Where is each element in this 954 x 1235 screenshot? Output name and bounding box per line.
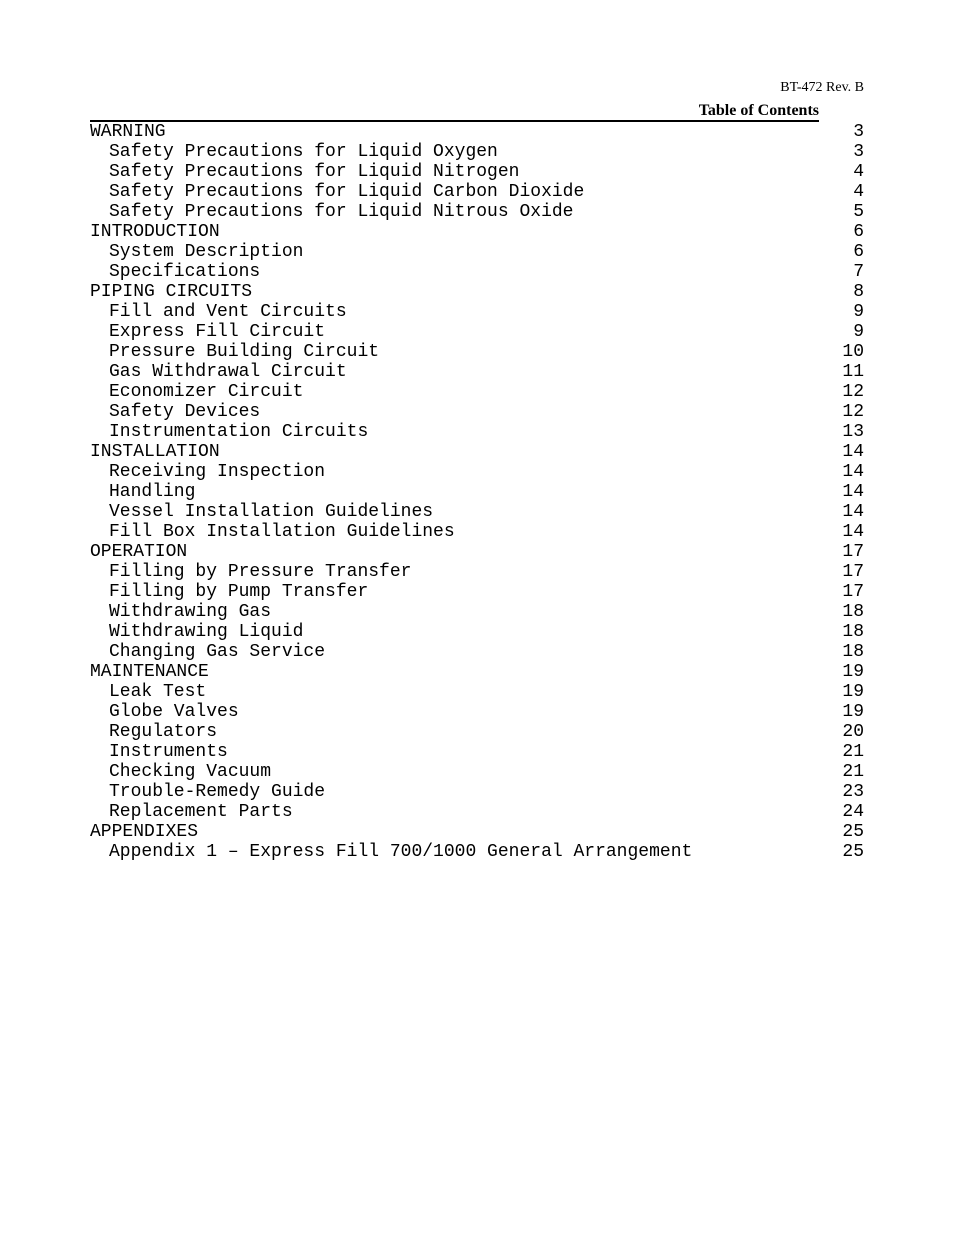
toc-entry-page: 14 (842, 522, 864, 542)
toc-entry-title: INSTALLATION (90, 442, 220, 462)
toc-entry-page: 14 (842, 482, 864, 502)
toc-section-entry (90, 122, 864, 142)
toc-subsection-entry (90, 382, 864, 402)
toc-entry-title: Safety Precautions for Liquid Carbon Dioxide (109, 182, 585, 202)
toc-entry-title: APPENDIXES (90, 822, 199, 842)
toc-entry-title: Handling (109, 482, 196, 502)
toc-entry-page: 19 (842, 682, 864, 702)
toc-section-entry (90, 222, 864, 242)
toc-subsection-entry (90, 262, 864, 282)
toc-subsection-entry (90, 622, 864, 642)
toc-section-entry (90, 822, 864, 842)
toc-subsection-entry (90, 322, 864, 342)
toc-entry-page: 12 (842, 382, 864, 402)
toc-section-entry (90, 542, 864, 562)
toc-subsection-entry (90, 182, 864, 202)
toc-entry-page: 17 (842, 582, 864, 602)
toc-list (90, 122, 864, 862)
toc-entry-title: System Description (109, 242, 304, 262)
toc-entry-page: 7 (853, 262, 864, 282)
toc-entry-title: Instrumentation Circuits (109, 422, 369, 442)
toc-entry-page: 25 (842, 822, 864, 842)
toc-subsection-entry (90, 162, 864, 182)
toc-subsection-entry (90, 762, 864, 782)
toc-entry-page: 18 (842, 602, 864, 622)
toc-entry-title: PIPING CIRCUITS (90, 282, 253, 302)
toc-entry-page: 3 (853, 122, 864, 142)
toc-subsection-entry (90, 742, 864, 762)
toc-entry-page: 10 (842, 342, 864, 362)
toc-entry-page: 9 (853, 322, 864, 342)
toc-entry-page: 9 (853, 302, 864, 322)
toc-entry-page: 14 (842, 502, 864, 522)
toc-subsection-entry (90, 482, 864, 502)
toc-subsection-entry (90, 722, 864, 742)
toc-entry-page: 21 (842, 742, 864, 762)
toc-subsection-entry (90, 802, 864, 822)
toc-subsection-entry (90, 782, 864, 802)
toc-entry-title: Regulators (109, 722, 218, 742)
toc-entry-page: 20 (842, 722, 864, 742)
toc-entry-page: 14 (842, 462, 864, 482)
toc-entry-page: 13 (842, 422, 864, 442)
toc-entry-page: 6 (853, 242, 864, 262)
toc-subsection-entry (90, 302, 864, 322)
toc-entry-title: Safety Precautions for Liquid Nitrogen (109, 162, 520, 182)
toc-entry-page: 25 (842, 842, 864, 862)
toc-entry-title: Fill and Vent Circuits (109, 302, 347, 322)
toc-entry-page: 19 (842, 702, 864, 722)
toc-subsection-entry (90, 682, 864, 702)
toc-entry-title: Specifications (109, 262, 261, 282)
toc-entry-title: Filling by Pump Transfer (109, 582, 369, 602)
document-id: BT-472 Rev. B (780, 80, 864, 95)
toc-entry-page: 8 (853, 282, 864, 302)
toc-subsection-entry (90, 602, 864, 622)
toc-entry-page: 3 (853, 142, 864, 162)
toc-entry-title: Changing Gas Service (109, 642, 326, 662)
toc-subsection-entry (90, 462, 864, 482)
toc-section-entry (90, 662, 864, 682)
toc-entry-title: Withdrawing Gas (109, 602, 272, 622)
toc-entry-page: 18 (842, 622, 864, 642)
toc-entry-page: 14 (842, 442, 864, 462)
toc-entry-page: 18 (842, 642, 864, 662)
toc-entry-title: WARNING (90, 122, 166, 142)
toc-subsection-entry (90, 502, 864, 522)
toc-entry-title: Checking Vacuum (109, 762, 272, 782)
toc-subsection-entry (90, 422, 864, 442)
toc-entry-page: 4 (853, 162, 864, 182)
toc-entry-title: Vessel Installation Guidelines (109, 502, 434, 522)
toc-subsection-entry (90, 582, 864, 602)
toc-subsection-entry (90, 342, 864, 362)
toc-subsection-entry (90, 522, 864, 542)
toc-entry-title: Economizer Circuit (109, 382, 304, 402)
toc-entry-title: Express Fill Circuit (109, 322, 326, 342)
toc-entry-page: 4 (853, 182, 864, 202)
toc-subsection-entry (90, 702, 864, 722)
toc-entry-page: 17 (842, 542, 864, 562)
toc-entry-title: Appendix 1 – Express Fill 700/1000 General Arrangement (109, 842, 693, 862)
toc-entry-title: Safety Precautions for Liquid Oxygen (109, 142, 498, 162)
toc-subsection-entry (90, 402, 864, 422)
toc-entry-page: 21 (842, 762, 864, 782)
toc-section-entry (90, 442, 864, 462)
toc-entry-title: Pressure Building Circuit (109, 342, 380, 362)
toc-entry-title: Filling by Pressure Transfer (109, 562, 412, 582)
toc-header (90, 101, 819, 122)
toc-entry-page: 19 (842, 662, 864, 682)
toc-subsection-entry (90, 362, 864, 382)
toc-entry-page: 23 (842, 782, 864, 802)
toc-entry-page: 17 (842, 562, 864, 582)
toc-entry-title: OPERATION (90, 542, 188, 562)
toc-subsection-entry (90, 202, 864, 222)
toc-entry-page: 24 (842, 802, 864, 822)
toc-entry-page: 6 (853, 222, 864, 242)
toc-entry-title: Leak Test (109, 682, 207, 702)
toc-entry-title: Withdrawing Liquid (109, 622, 304, 642)
toc-entry-title: Instruments (109, 742, 228, 762)
toc-entry-page: 5 (853, 202, 864, 222)
toc-entry-title: Trouble-Remedy Guide (109, 782, 326, 802)
toc-subsection-entry (90, 842, 864, 862)
toc-subsection-entry (90, 142, 864, 162)
toc-entry-title: Safety Devices (109, 402, 261, 422)
toc-subsection-entry (90, 562, 864, 582)
toc-entry-title: Receiving Inspection (109, 462, 326, 482)
toc-entry-title: INTRODUCTION (90, 222, 220, 242)
toc-entry-title: MAINTENANCE (90, 662, 209, 682)
toc-title: Table of Contents (698, 102, 819, 119)
toc-entry-title: Replacement Parts (109, 802, 293, 822)
toc-subsection-entry (90, 642, 864, 662)
toc-section-entry (90, 282, 864, 302)
toc-entry-page: 12 (842, 402, 864, 422)
toc-subsection-entry (90, 242, 864, 262)
toc-entry-title: Fill Box Installation Guidelines (109, 522, 455, 542)
toc-entry-page: 11 (842, 362, 864, 382)
toc-entry-title: Gas Withdrawal Circuit (109, 362, 347, 382)
toc-entry-title: Safety Precautions for Liquid Nitrous Oxide (109, 202, 574, 222)
toc-entry-title: Globe Valves (109, 702, 239, 722)
